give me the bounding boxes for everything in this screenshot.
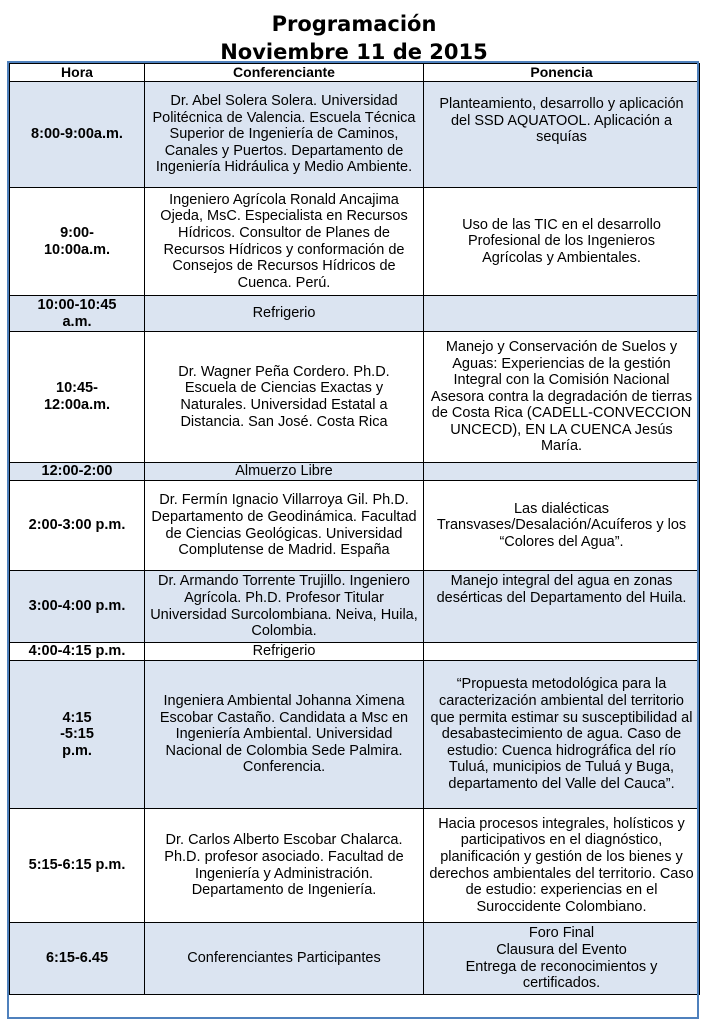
title-line-2: Noviembre 11 de 2015	[220, 40, 488, 64]
conferenciante-cell: Dr. Carlos Alberto Escobar Chalarca. Ph.D. profesor asociado. Facultad de Ingeniería y Administración. Departamento de Ingeniería.	[145, 809, 424, 923]
hora-cell: 9:00-10:00a.m.	[10, 188, 145, 296]
ponencia-cell	[424, 296, 700, 332]
table-row	[10, 661, 700, 809]
hora-cell: 2:00-3:00 p.m.	[10, 481, 145, 571]
table-row	[10, 923, 700, 995]
conferenciante-cell: Ingeniero Agrícola Ronald Ancajima Ojeda, MsC. Especialista en Recursos Hídricos. Consultor de Planes de Recursos Hídricos y conformación de Consejos de Recursos Hídricos de Cuenca. Perú.	[145, 188, 424, 296]
table-row	[10, 643, 700, 661]
ponencia-cell	[424, 463, 700, 481]
ponencia-cell	[424, 923, 700, 995]
ponencia-cell: “Propuesta metodológica para la caracterización ambiental del territorio que permita estimar su susceptibilidad al desabastecimiento de agua. Caso de estudio: Cuenca hidrográfica del río Tuluá, municipios de Tuluá y Buga, departamento del Valle del Cauca”.	[424, 661, 700, 809]
ponencia-cell: Uso de las TIC en el desarrollo Profesional de los Ingenieros Agrícolas y Ambientales.	[424, 188, 700, 296]
table-header-row	[10, 64, 700, 82]
schedule-table	[9, 63, 700, 995]
ponencia-cell	[424, 643, 700, 661]
ponencia-cell: Manejo integral del agua en zonas desérticas del Departamento del Huila.	[424, 571, 700, 643]
table-row	[10, 82, 700, 188]
hora-cell: 6:15-6.45	[10, 923, 145, 995]
hora-cell: 8:00-9:00a.m.	[10, 82, 145, 188]
conferenciante-cell: Dr. Abel Solera Solera. Universidad Politécnica de Valencia. Escuela Técnica Superior de Ingeniería de Caminos, Canales y Puertos. Departamento de Ingeniería Hidráulica y Medio Ambiente.	[145, 82, 424, 188]
title-line-1: Programación	[271, 12, 437, 36]
table-row	[10, 571, 700, 643]
conferenciante-cell: Dr. Armando Torrente Trujillo. Ingeniero Agrícola. Ph.D. Profesor Titular Universidad Surcolombiana. Neiva, Huila, Colombia.	[145, 571, 424, 643]
conferenciante-cell: Almuerzo Libre	[145, 463, 424, 481]
column-header-conferenciante: Conferenciante	[145, 64, 424, 82]
conferenciante-cell: Conferenciantes Participantes	[145, 923, 424, 995]
hora-cell: 4:00-4:15 p.m.	[10, 643, 145, 661]
table-row	[10, 332, 700, 463]
ponencia-cell: Planteamiento, desarrollo y aplicación del SSD AQUATOOL. Aplicación a sequías	[424, 82, 700, 188]
ponencia-line: Clausura del Evento	[496, 941, 627, 958]
table-row	[10, 481, 700, 571]
column-header-hora: Hora	[10, 64, 145, 82]
table-row	[10, 809, 700, 923]
hora-cell: 3:00-4:00 p.m.	[10, 571, 145, 643]
table-row	[10, 188, 700, 296]
hora-cell: 10:45-12:00a.m.	[10, 332, 145, 463]
conferenciante-cell: Refrigerio	[145, 296, 424, 332]
page-title	[0, 0, 708, 62]
hora-cell: 12:00-2:00	[10, 463, 145, 481]
hora-cell: 10:00-10:45 a.m.	[10, 296, 145, 332]
ponencia-cell: Hacia procesos integrales, holísticos y participativos en el diagnóstico, planificación y gestión de los bienes y derechos ambientales del territorio. Caso de estudio: experiencias en el Suroccidente Colombiano.	[424, 809, 700, 923]
column-header-ponencia: Ponencia	[424, 64, 700, 82]
conferenciante-cell: Dr. Fermín Ignacio Villarroya Gil. Ph.D. Departamento de Geodinámica. Facultad de Ciencias Geológicas. Universidad Complutense de Madrid. España	[145, 481, 424, 571]
ponencia-cell: Las dialécticas Transvases/Desalación/Acuíferos y los “Colores del Agua”.	[424, 481, 700, 571]
table-row	[10, 296, 700, 332]
conferenciante-cell: Ingeniera Ambiental Johanna Ximena Escobar Castaño. Candidata a Msc en Ingeniería Ambiental. Universidad Nacional de Colombia Sede Palmira. Conferencia.	[145, 661, 424, 809]
conferenciante-cell: Dr. Wagner Peña Cordero. Ph.D. Escuela de Ciencias Exactas y Naturales. Universidad Estatal a Distancia. San José. Costa Rica	[145, 332, 424, 463]
hora-cell: 5:15-6:15 p.m.	[10, 809, 145, 923]
table-row	[10, 463, 700, 481]
hora-cell: 4:15 -5:15 p.m.	[10, 661, 145, 809]
ponencia-line: Entrega de reconocimientos y certificados.	[465, 958, 658, 992]
ponencia-line: Foro Final	[528, 925, 595, 942]
conferenciante-cell: Refrigerio	[145, 643, 424, 661]
ponencia-cell: Manejo y Conservación de Suelos y Aguas: Experiencias de la gestión Integral con la Comisión Nacional Asesora contra la degradación de tierras de Costa Rica (CADELL-CONVECCION UNCECD), EN LA CUENCA Jesús María.	[424, 332, 700, 463]
